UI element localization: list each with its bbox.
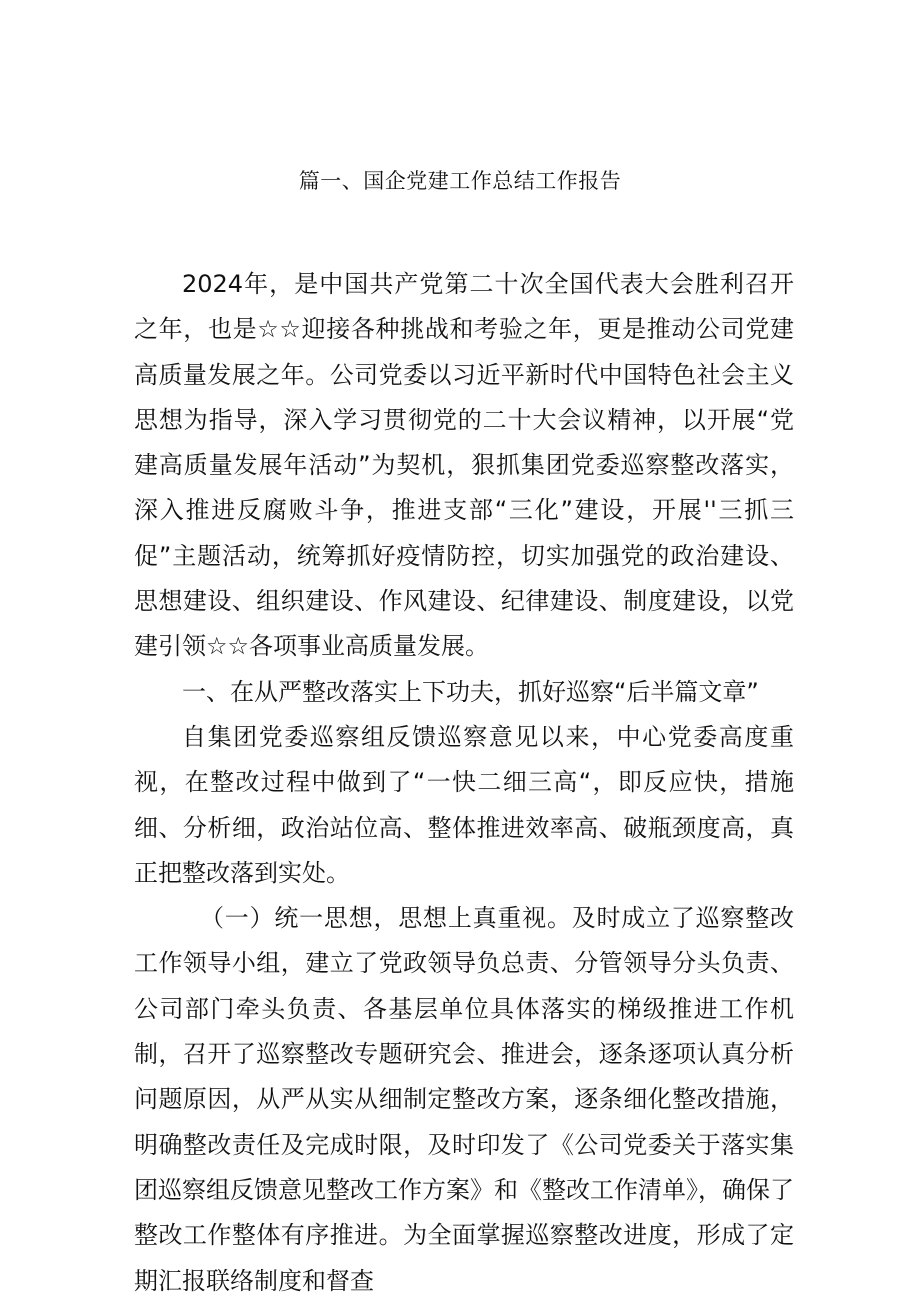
paragraph-intro: 2024年，是中国共产党第二十次全国代表大会胜利召开之年，也是☆☆迎接各种挑战和考验之年，更是推动公司党建高质量发展之年。公司党委以习近平新时代中国特色社会主义思想为指导，深入学习贯彻党的二十大会议精神，以开展“党建高质量发展年活动”为契机，狠抓集团党委巡察整改落实，深入推进反腐败斗争，推进支部“三化”建设，开展''三抓三促”主题活动，统筹抓好疫情防控，切实加强党的政治建设、思想建设、组织建设、作风建设、纪律建设、制度建设，以党建引领☆☆各项事业高质量发展。 (134, 270, 794, 661)
paragraph-section-1: 自集团党委巡察组反馈巡察意见以来，中心党委高度重视，在整改过程中做到了“一快二细三高“，即反应快，措施细、分析细，政治站位高、整体推进效率高、破瓶颈度高，真正把整改落到实处。 (134, 722, 794, 887)
document-title: 篇一、国企党建工作总结工作报告 (298, 169, 622, 193)
document-body (134, 262, 794, 1304)
paragraph-subsection-1: （一）统一思想，思想上真重视。及时成立了巡察整改工作领导小组，建立了党政领导负总责、分管领导分头负责、公司部门牵头负责、各基层单位具体落实的梯级推进工作机制，召开了巡察整改专题研究会、推进会，逐条逐项认真分析问题原因，从严从实从细制定整改方案，逐条细化整改措施，明确整改责任及完成时限，及时印发了《公司党委关于落实集团巡察组反馈意见整改工作方案》和《整改工作清单》，确保了整改工作整体有序推进。为全面掌握巡察整改进度，形成了定期汇报联络制度和督查 (134, 904, 794, 1295)
section-heading-1: 一、在从严整改落实上下功夫，抓好巡察“后半篇文章” (182, 677, 759, 706)
